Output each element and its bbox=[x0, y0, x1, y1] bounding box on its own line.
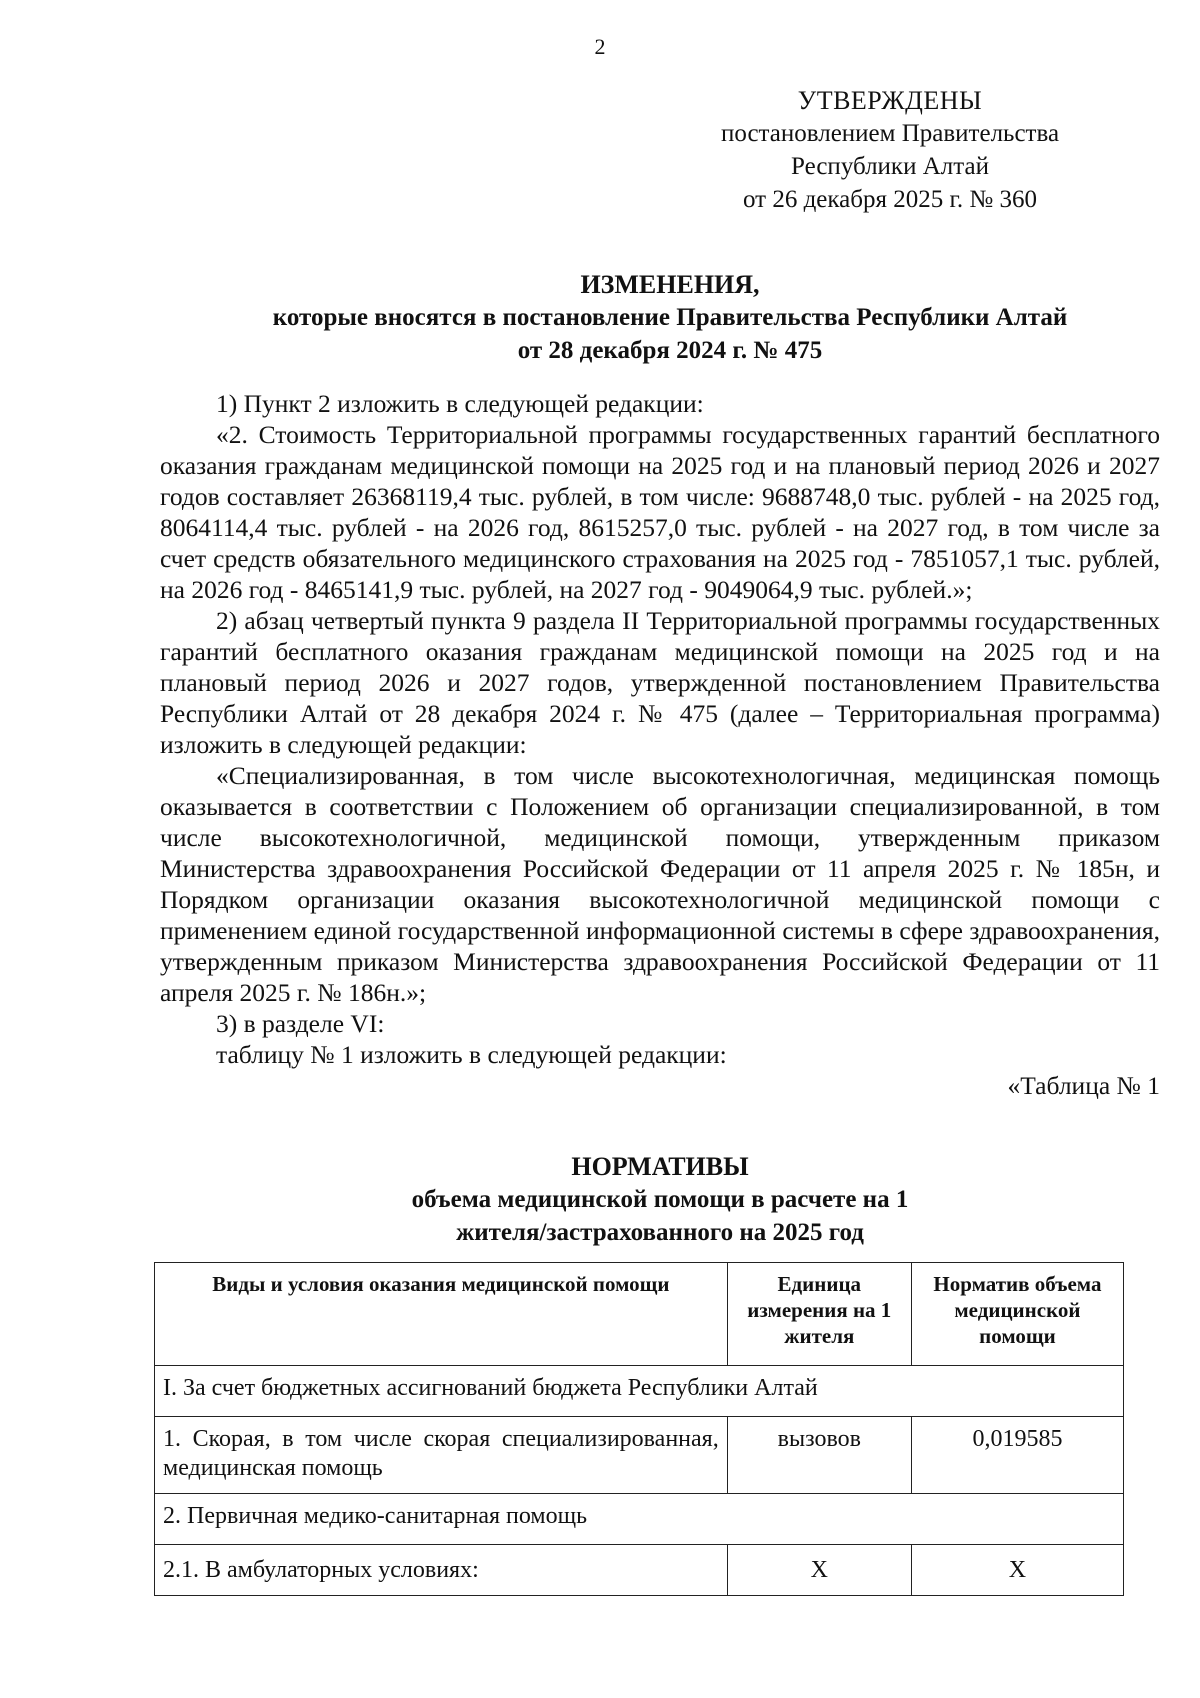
norms-subtitle: жителя/застрахованного на 2025 год bbox=[456, 1219, 864, 1246]
table-cell: 1. Скорая, в том числе скорая специализированная, медицинская помощь bbox=[155, 1417, 728, 1494]
table-row bbox=[155, 1494, 1124, 1545]
table-section-cell: I. За счет бюджетных ассигнований бюджета Республики Алтай bbox=[155, 1366, 1124, 1417]
changes-title: ИЗМЕНЕНИЯ, bbox=[580, 270, 760, 299]
paragraph: 2) абзац четвертый пункта 9 раздела II Территориальной программы государственных гарантий бесплатного оказания гражданам медицинской помощи на 2025 год и на плановый период 2026 и 2027 годов, утвержденной постановлением Правительства Республики Алтай от 28 декабря 2024 г. № 475 (далее – Территориальная программа) изложить в следующей редакции: bbox=[160, 606, 1160, 759]
table-section-cell: 2. Первичная медико-санитарная помощь bbox=[155, 1494, 1124, 1545]
table-row bbox=[155, 1366, 1124, 1417]
norms-heading bbox=[200, 1150, 1120, 1249]
approval-date: от 26 декабря 2025 г. № 360 bbox=[742, 186, 1038, 213]
table-row bbox=[155, 1545, 1124, 1596]
table-cell: 2.1. В амбулаторных условиях: bbox=[155, 1545, 728, 1596]
table-cell: вызовов bbox=[727, 1417, 911, 1494]
paragraph: 3) в разделе VI: bbox=[216, 1009, 385, 1038]
table-row bbox=[155, 1417, 1124, 1494]
changes-heading bbox=[200, 268, 1140, 367]
approval-stamp bbox=[700, 84, 1080, 216]
table-header-cell: Норматив объема медицинской помощи bbox=[911, 1263, 1123, 1366]
norms-title: НОРМАТИВЫ bbox=[571, 1152, 749, 1181]
table-cell: Х bbox=[727, 1545, 911, 1596]
changes-subtitle: которые вносятся в постановление Правительства Республики Алтай bbox=[272, 304, 1068, 331]
approval-title: УТВЕРЖДЕНЫ bbox=[797, 86, 983, 115]
approval-line: постановлением Правительства bbox=[720, 120, 1060, 147]
paragraph: «Специализированная, в том числе высокотехнологичная, медицинская помощь оказывается в соответствии с Положением об организации специализированной, в том числе высокотехнологичной, медицинской помощи, утвержденным приказом Министерства здравоохранения Российской Федерации от 11 апреля 2025 г. № 185н, и Порядком организации оказания высокотехнологичной медицинской помощи с применением единой государственной информационной системы в сфере здравоохранения, утвержденным приказом Министерства здравоохранения Российской Федерации от 11 апреля 2025 г. № 186н.»; bbox=[160, 761, 1160, 1007]
paragraph: «2. Стоимость Территориальной программы государственных гарантий бесплатного оказания гражданам медицинской помощи на 2025 год и на плановый период 2026 и 2027 годов составляет 26368119,4 тыс. рублей, в том числе: 9688748,0 тыс. рублей - на 2025 год, 8064114,4 тыс. рублей - на 2026 год, 8615257,0 тыс. рублей - на 2027 год, в том числе за счет средств обязательного медицинского страхования на 2025 год - 7851057,1 тыс. рублей, на 2026 год - 8465141,9 тыс. рублей, на 2027 год - 9049064,9 тыс. рублей.»; bbox=[160, 420, 1160, 604]
table-header-row bbox=[155, 1263, 1124, 1366]
paragraph: 1) Пункт 2 изложить в следующей редакции: bbox=[216, 389, 704, 418]
changes-subtitle-date: от 28 декабря 2024 г. № 475 bbox=[517, 337, 823, 364]
page-number: 2 bbox=[594, 34, 606, 59]
paragraph: таблицу № 1 изложить в следующей редакции: bbox=[216, 1040, 727, 1069]
table-cell: 0,019585 bbox=[911, 1417, 1123, 1494]
norms-table bbox=[154, 1262, 1124, 1596]
approval-line: Республики Алтай bbox=[791, 153, 989, 180]
norms-subtitle: объема медицинской помощи в расчете на 1 bbox=[411, 1186, 909, 1213]
table-cell: Х bbox=[911, 1545, 1123, 1596]
table-header-cell: Виды и условия оказания медицинской помощи bbox=[155, 1263, 728, 1366]
table-label: «Таблица № 1 bbox=[1007, 1071, 1160, 1100]
document-body bbox=[160, 388, 1160, 1101]
table-header-cell: Единица измерения на 1 жителя bbox=[727, 1263, 911, 1366]
